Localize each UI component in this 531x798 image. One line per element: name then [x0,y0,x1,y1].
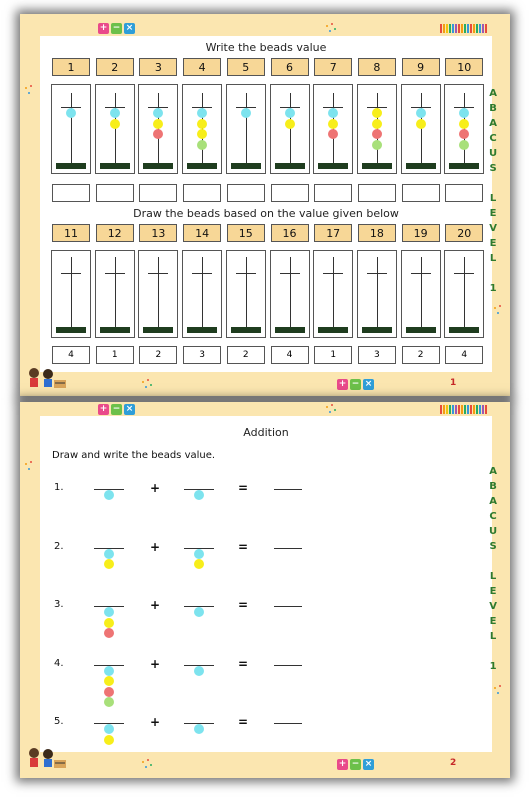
yellow-bead [110,119,120,129]
red-bead [372,129,382,139]
target-value: 2 [139,346,177,364]
side-label-letter: E [489,616,497,627]
yellow-bead [328,119,338,129]
abacus-rod [158,257,159,329]
abacus-beam [367,273,387,274]
answer-line[interactable] [274,606,302,607]
abacus-base [56,327,86,333]
yellow-bead [197,119,207,129]
question-number: 14 [183,224,221,242]
target-value: 4 [271,346,309,364]
cyan-bead [104,666,114,676]
question-number: 12 [96,224,134,242]
abacus-frame [95,84,135,174]
yellow-bead [104,559,114,569]
abacus-base [318,327,348,333]
red-bead [104,687,114,697]
abacus-base [56,163,86,169]
page-title: Write the beads value [205,41,327,54]
abacus-base [231,327,261,333]
cyan-bead [194,666,204,676]
cyan-bead [194,724,204,734]
question-number: 6 [271,58,309,76]
cyan-bead [66,108,76,118]
cyan-bead [194,549,204,559]
kids-illustration-icon [24,746,68,772]
green-bead [372,140,382,150]
target-value: 2 [227,346,265,364]
question-number: 1. [54,482,64,493]
plus-sign: + [150,598,161,612]
cyan-bead [416,108,426,118]
question-number: 4. [54,657,64,669]
abacus-frame[interactable] [357,250,397,338]
abacus-rod [115,257,116,329]
question-number: 9 [402,58,440,76]
abacus-rod [464,257,465,329]
color-stripes-icon [440,24,487,33]
side-label-letter: L [489,631,497,642]
side-label-letter: A [489,118,497,129]
abacus-rod [246,257,247,329]
side-label-letter: S [489,163,497,174]
target-value: 3 [358,346,396,364]
yellow-bead [285,119,295,129]
red-bead [104,628,114,638]
abacus-frame [138,84,178,174]
question-number: 17 [314,224,352,242]
answer-line[interactable] [274,489,302,490]
answer-line[interactable] [274,723,302,724]
question-number: 13 [139,224,177,242]
question-number: 16 [271,224,309,242]
side-label-letter: C [489,133,497,144]
abacus-frame [313,84,353,174]
abacus-base [143,163,173,169]
sparkle-icon [492,304,504,316]
side-label-letter: L [489,193,497,204]
instruction-text: Draw and write the beads value. [52,450,216,461]
sparkle-icon [324,403,336,415]
plus-sign: + [150,481,161,495]
cyan-bead [241,108,251,118]
yellow-bead [104,735,114,745]
abacus-frame [226,84,266,174]
target-value: 4 [445,346,483,364]
question-number: 7 [314,58,352,76]
equals-sign: = [238,715,249,729]
section-title: Draw the beads based on the value given below [133,207,399,220]
side-label-letter: A [489,466,497,477]
abacus-rod [421,257,422,329]
side-label-letter: V [489,601,497,612]
abacus-frame[interactable] [51,250,91,338]
page-title: Addition [243,426,289,439]
math-symbols-icon: + − × [338,759,373,769]
abacus-beam [148,273,168,274]
side-label-letter: A [489,496,497,507]
yellow-bead [416,119,426,129]
question-number: 4 [183,58,221,76]
side-label-letter: S [489,541,497,552]
abacus-base [231,163,261,169]
cyan-bead [104,549,114,559]
abacus-base [449,163,479,169]
question-number: 1 [52,58,90,76]
sparkle-icon [140,758,152,770]
question-number: 15 [227,224,265,242]
abacus-base [406,327,436,333]
side-label-letter: E [489,208,497,219]
abacus-beam [61,273,81,274]
abacus-rod [115,93,116,165]
side-label-letter: V [489,223,497,234]
answer-box[interactable] [227,184,265,202]
side-label-letter: B [489,481,497,492]
target-value: 3 [183,346,221,364]
abacus-base [100,163,130,169]
abacus-beam [411,273,431,274]
side-label-letter: C [489,511,497,522]
abacus-beam [236,273,256,274]
plus-sign: + [150,539,161,554]
cyan-bead [104,490,114,500]
abacus-beam [280,273,300,274]
answer-line[interactable] [274,665,302,666]
red-bead [459,129,469,139]
yellow-bead [194,559,204,569]
abacus-rod [333,257,334,329]
abacus-frame [401,84,441,174]
target-value: 2 [402,346,440,364]
green-bead [104,697,114,707]
cyan-bead [285,108,295,118]
red-bead [153,129,163,139]
abacus-frame[interactable] [182,250,222,338]
cyan-bead [194,607,204,617]
side-label-letter: U [489,526,498,537]
abacus-rod [71,93,72,165]
side-label-letter: A [489,88,497,99]
abacus-frame [357,84,397,174]
side-label [489,86,497,296]
side-label-letter: 1 [489,661,497,672]
yellow-bead [372,108,382,118]
abacus-base [143,327,173,333]
abacus-base [362,327,392,333]
abacus-base [406,163,436,169]
question-number: 5 [227,58,265,76]
side-label-letter: E [489,238,497,249]
math-symbols-icon: + − × [338,379,373,389]
abacus-frame[interactable] [226,250,266,338]
side-label-letter: L [489,571,497,582]
target-value: 1 [314,346,352,364]
page-1-content [40,36,492,372]
equals-sign: = [238,598,249,612]
yellow-bead [104,618,114,628]
cyan-bead [153,108,163,118]
question-number: 18 [358,224,396,242]
side-label-letter: U [489,148,498,159]
page-number: 1 [450,378,457,388]
page-2-content [40,416,492,752]
abacus-base [449,327,479,333]
side-label-letter: L [489,253,497,264]
sparkle-icon [23,460,35,472]
question-number: 5. [54,716,64,727]
worksheet-page-2 [20,402,510,778]
sparkle-icon [492,684,504,696]
equals-sign: = [238,539,249,554]
abacus-beam [105,273,125,274]
cyan-bead [104,607,114,617]
cyan-bead [459,108,469,118]
abacus-frame[interactable] [444,250,484,338]
cyan-bead [110,108,120,118]
side-label-letter [491,176,494,191]
question-number: 3 [139,58,177,76]
question-number: 20 [445,224,483,242]
abacus-beam [454,273,474,274]
answer-box[interactable] [139,184,177,202]
yellow-bead [104,676,114,686]
sparkle-icon [324,22,336,34]
side-label-letter [491,554,494,569]
abacus-beam [192,273,212,274]
side-label [489,464,497,674]
worksheet-page-1 [20,14,510,396]
question-number: 8 [358,58,396,76]
side-label-letter: E [489,586,497,597]
answer-box[interactable] [358,184,396,202]
red-bead [328,129,338,139]
cyan-bead [197,108,207,118]
abacus-base [100,327,130,333]
color-stripes-icon [440,405,487,414]
side-label-letter [491,644,494,659]
plus-sign: + [150,656,161,671]
question-number: 3. [54,599,64,610]
abacus-frame[interactable] [270,250,310,338]
yellow-bead [197,129,207,139]
cyan-bead [328,108,338,118]
abacus-rod [377,257,378,329]
abacus-frame[interactable] [95,250,135,338]
target-value: 1 [96,346,134,364]
side-label-letter: B [489,103,497,114]
sparkle-icon [23,84,35,96]
abacus-rod [421,93,422,165]
yellow-bead [459,119,469,129]
abacus-frame [182,84,222,174]
abacus-frame [51,84,91,174]
abacus-rod [71,257,72,329]
target-value: 4 [52,346,90,364]
cyan-bead [194,490,204,500]
answer-box[interactable] [314,184,352,202]
abacus-base [362,163,392,169]
abacus-rod [246,93,247,165]
equals-sign: = [238,481,249,495]
math-symbols-icon: + − × [99,23,134,33]
abacus-frame [444,84,484,174]
answer-box[interactable] [271,184,309,202]
green-bead [459,140,469,150]
answer-box[interactable] [183,184,221,202]
yellow-bead [372,119,382,129]
question-number: 2 [96,58,134,76]
side-label-letter [491,266,494,281]
abacus-beam [323,273,343,274]
equals-sign: = [238,656,249,671]
green-bead [197,140,207,150]
answer-box[interactable] [52,184,90,202]
answer-box[interactable] [402,184,440,202]
answer-box[interactable] [445,184,483,202]
question-number: 11 [52,224,90,242]
answer-box[interactable] [96,184,134,202]
abacus-base [187,163,217,169]
abacus-base [275,163,305,169]
abacus-base [318,163,348,169]
page-number: 2 [450,758,457,768]
abacus-rod [202,257,203,329]
kids-illustration-icon [24,366,68,392]
question-number: 19 [402,224,440,242]
side-label-letter: 1 [489,283,497,294]
cyan-bead [104,724,114,734]
abacus-frame[interactable] [401,250,441,338]
abacus-rod [290,93,291,165]
plus-sign: + [150,715,161,729]
abacus-frame [270,84,310,174]
question-number: 2. [54,540,64,552]
yellow-bead [153,119,163,129]
abacus-rod [290,257,291,329]
answer-line[interactable] [274,548,302,549]
abacus-frame[interactable] [138,250,178,338]
question-number: 10 [445,58,483,76]
abacus-base [187,327,217,333]
sparkle-icon [140,378,152,390]
abacus-base [275,327,305,333]
math-symbols-icon: + − × [99,404,134,414]
abacus-frame[interactable] [313,250,353,338]
